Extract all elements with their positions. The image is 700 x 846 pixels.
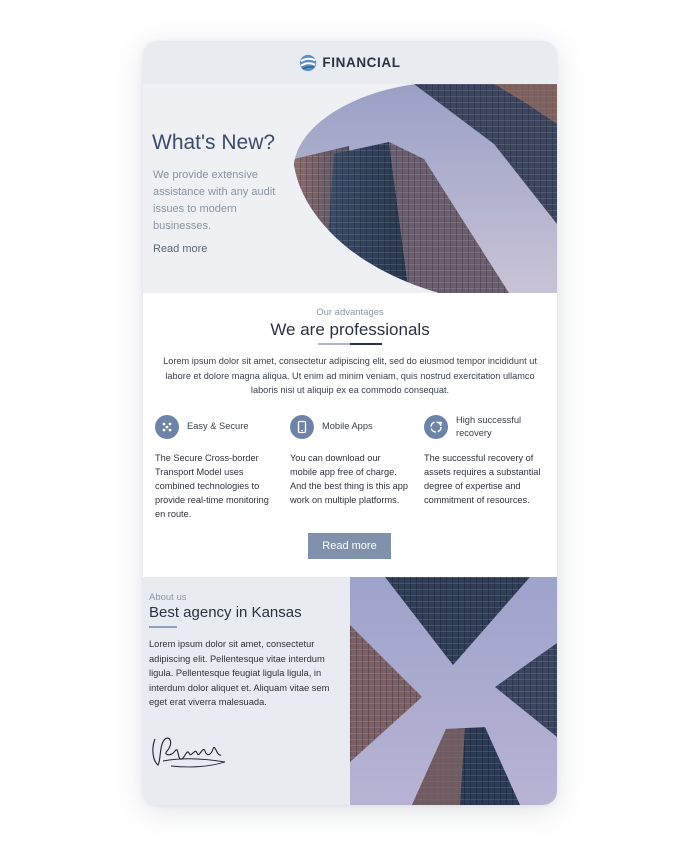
feature-title: Mobile Apps xyxy=(322,421,373,432)
title-underline xyxy=(318,343,382,345)
read-more-button[interactable]: Read more xyxy=(308,533,391,559)
advantages-title: We are professionals xyxy=(270,320,430,339)
about-text: Lorem ipsum dolor sit amet, consectetur adipiscing elit. Pellentesque vitae interdum ligula. Pellentesque feugiat ligula ligula, in interdum dolor aliquet et. Aliquam vitae sem eget erat viverra malesuada. xyxy=(149,639,330,707)
skyscraper-photo xyxy=(294,84,557,293)
feature-recovery xyxy=(424,413,544,507)
brand-name: FINANCIAL xyxy=(322,55,401,70)
feature-text: You can download our mobile app free of charge. And the best thing is this app work on multiple platforms. xyxy=(290,453,408,505)
hero-title: What's New? xyxy=(152,131,276,154)
handwritten-signature xyxy=(149,731,229,773)
hero-section xyxy=(143,84,557,293)
advantages-intro: Lorem ipsum dolor sit amet, consectetur adipiscing elit, sed do eiusmod tempor incididunt ut labore et dolore magna aliqua. Ut enim ad minim veniam, quis nostrud exercitation ullamco laboris nisi ut aliquip ex ea commodo consequat. xyxy=(163,356,537,395)
about-title: Best agency in Kansas xyxy=(149,604,302,621)
dots-icon xyxy=(155,415,179,439)
brand-logo[interactable] xyxy=(299,54,400,72)
feature-title: High successful recovery xyxy=(456,414,522,438)
title-underline xyxy=(149,626,177,628)
feature-text: The Secure Cross-border Transport Model uses combined technologies to provide real-time monitoring en route. xyxy=(155,453,269,519)
email-card xyxy=(143,41,557,805)
hero-read-more-link[interactable]: Read more xyxy=(153,243,208,255)
about-eyebrow: About us xyxy=(149,592,187,603)
feature-text: The successful recovery of assets requires a substantial degree of expertise and commitment of resources. xyxy=(424,453,541,505)
skyscrapers-from-below-photo xyxy=(350,577,557,805)
feature-mobile-apps xyxy=(290,413,410,507)
advantages-eyebrow: Our advantages xyxy=(316,307,384,318)
mobile-icon xyxy=(290,415,314,439)
about-section xyxy=(143,577,350,805)
header xyxy=(143,41,557,84)
globe-logo-icon xyxy=(299,54,317,72)
advantages-section xyxy=(143,293,557,577)
feature-title: Easy & Secure xyxy=(187,421,249,432)
recovery-icon xyxy=(424,415,448,439)
feature-easy-secure xyxy=(155,413,275,521)
hero-text: We provide extensive assistance with any audit issues to modern businesses. xyxy=(153,169,276,232)
